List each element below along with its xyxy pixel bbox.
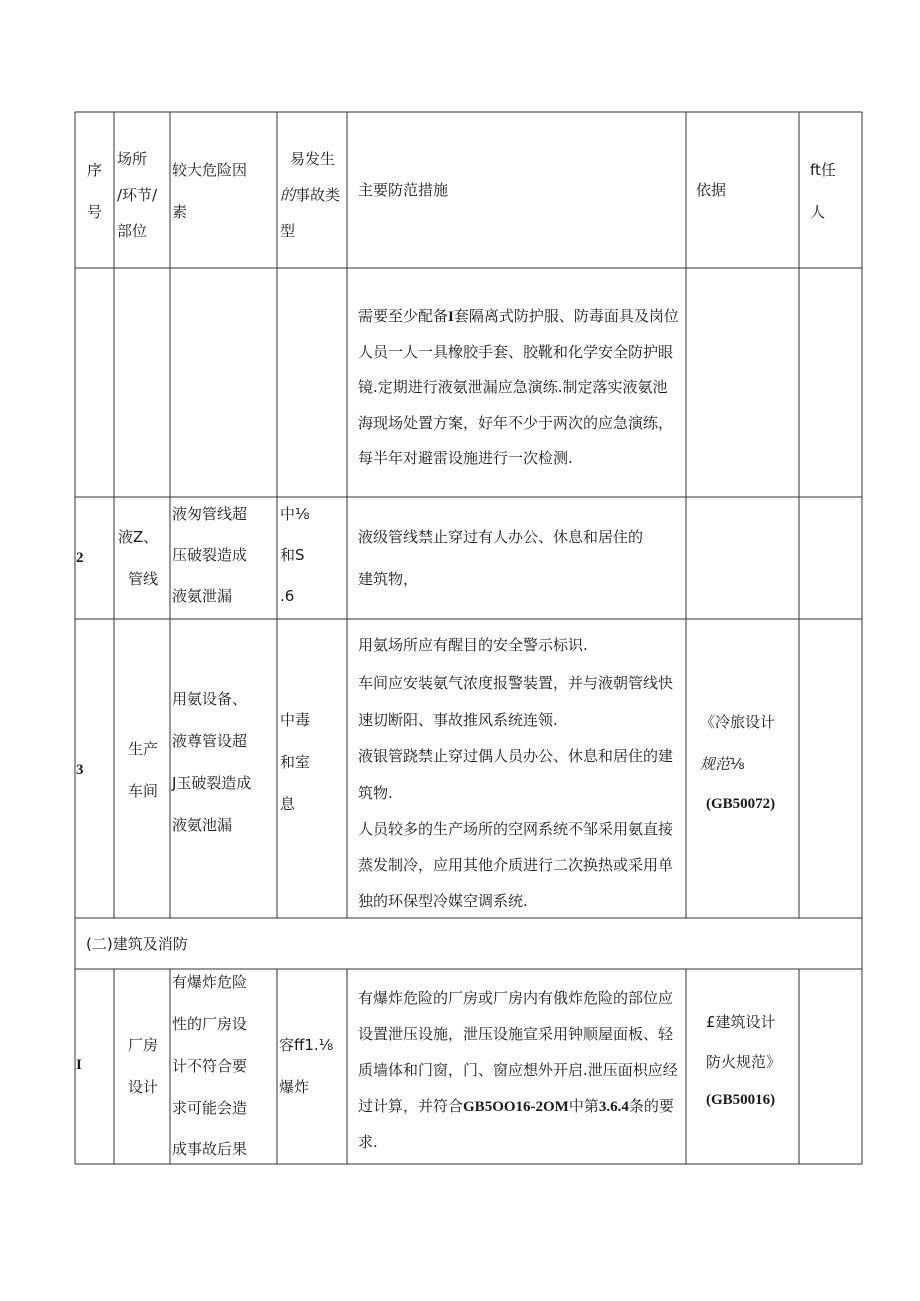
row4-basis-3: (GB50016) — [706, 1092, 776, 1108]
row3-accident-1: 中毒 — [280, 711, 311, 729]
row3-place-1: 生产 — [128, 740, 159, 758]
row4-measures-4e: 条的要 — [628, 1097, 674, 1115]
row3-measures-8: 独的环保型冷媒空调系统. — [358, 892, 528, 910]
row3-seq: 3 — [76, 762, 84, 778]
row4-accident-1: 容ff1.⅛ — [279, 1036, 334, 1054]
section-title: (二)建筑及消防 — [86, 935, 188, 953]
row2-hazard-3: 液氨泄漏 — [172, 587, 233, 605]
row4-measures-3: 质墙体和门窗，门、窗应想外开启.泄压面枳应经 — [358, 1061, 678, 1079]
row4-place-2: 设计 — [128, 1078, 159, 1096]
row3-accident-2: 和室 — [280, 753, 311, 771]
row3-hazard-3: J玉破裂造成 — [172, 774, 252, 792]
row3-hazard-4: 液氨池漏 — [172, 816, 233, 834]
row2-accident-1: 中⅛ — [280, 505, 310, 523]
row3-measures-1: 用氨场所应有醒目的安全警示标识. — [358, 636, 588, 654]
header-hazard-1: 较大危险因 — [172, 161, 248, 179]
row3-place-2: 车间 — [128, 782, 159, 800]
row3-measures-2: 车间应安装氨气浓度报警装置，并与液朝管线快 — [358, 674, 674, 692]
header-seq-1: 序 — [87, 161, 103, 179]
row3-measures-6: 人员较多的生产场所的空网系统不邹采用氨直接 — [358, 820, 674, 838]
row3-measures-7: 蒸发制冷，应用其他介质进行二次换热或采用单 — [358, 856, 674, 874]
row2-place-1: 液Z、 — [118, 528, 159, 546]
row4-measures-4a: 过计算，并符合 — [358, 1097, 464, 1115]
row3-basis-2a: 规范 — [700, 755, 731, 773]
row0-measures-text-b: I — [448, 309, 454, 325]
row4-measures-line-4 — [358, 1099, 674, 1115]
row2-accident-2: 和S — [280, 546, 305, 564]
row4-measures-4b: GB5OO16-2OM — [463, 1099, 569, 1115]
row2-accident-3: .6 — [280, 587, 295, 605]
header-measures: 主要防范措施 — [358, 181, 449, 199]
row3-accident-3: 息 — [280, 795, 296, 813]
row4-measures-1: 有爆炸危险的厂房或厂房内有俄炸危险的部位应 — [358, 989, 674, 1007]
row0-measures-text-c: 套隔离式防护服、防毒面具及岗位 — [453, 307, 679, 325]
header-place-3: 部位 — [117, 222, 148, 240]
row3-basis-2b: ⅛ — [730, 755, 745, 773]
header-hazard-2: 素 — [172, 203, 188, 221]
row4-hazard-1: 有爆炸危险 — [172, 973, 248, 991]
header-accident-2b: 事故类 — [295, 186, 341, 204]
row3-hazard-1: 用氨设备、 — [172, 690, 248, 708]
row4-hazard-4: 求可能会造 — [172, 1099, 248, 1117]
header-place-2: /环节/ — [117, 186, 158, 204]
row3-basis-line-2 — [700, 757, 745, 772]
row0-measures-line-4: 海现场处置方案，好年不少于两次的应急演练， — [358, 414, 674, 432]
row2-seq: 2 — [76, 550, 84, 566]
row2-hazard-2: 压破裂造成 — [172, 546, 248, 564]
row4-basis-2: 防火规范》 — [706, 1053, 782, 1071]
row4-measures-5: 求. — [358, 1133, 378, 1151]
row2-place-2: 管线 — [128, 570, 159, 588]
header-place-1: 场所 — [117, 150, 148, 168]
header-accident-1: 易发生 — [290, 150, 336, 168]
header-accident-3: 型 — [280, 222, 296, 240]
header-accident-2a: 的 — [280, 186, 296, 204]
row4-seq: I — [76, 1057, 82, 1073]
row3-measures-4: 液银管跷禁止穿过偶人员办公、休息和居住的建 — [358, 747, 674, 765]
header-owner-1: ft任 — [810, 161, 836, 179]
header-seq-2: 号 — [87, 203, 103, 221]
row0-measures-line-3: 镜.定期进行液氨泄漏应急演练.制定落实液氨池 — [358, 378, 668, 396]
row2-measures-2: 建筑物， — [358, 570, 419, 588]
row4-basis-1: £建筑设计 — [706, 1013, 776, 1031]
row4-hazard-5: 成事故后果 — [172, 1140, 248, 1158]
row2-measures-1: 液级管线禁止穿过有人办公、休息和居住的 — [358, 528, 644, 546]
row3-measures-3: 速切断阳、事故推风系统连领. — [358, 711, 558, 729]
row3-basis-1: 《冷旅设计 — [700, 713, 776, 731]
row4-place-1: 厂房 — [128, 1036, 159, 1054]
header-basis: 依据 — [696, 181, 727, 199]
row0-measures-line-5: 每半年对避雷设施进行一次检测. — [358, 449, 573, 467]
row2-hazard-1: 液匆管线超 — [172, 505, 248, 523]
row3-hazard-2: 液尊管设超 — [172, 732, 248, 750]
row0-measures-line-1 — [358, 309, 679, 325]
row3-measures-5: 筑物. — [358, 784, 393, 802]
row0-measures-text-a: 需要至少配备 — [358, 307, 449, 325]
header-owner-2: 人 — [810, 203, 826, 221]
row4-measures-2: 设置泄压设施，泄压设施宣采用钟顺屋面板、轻 — [358, 1025, 674, 1043]
row4-accident-2: 爆炸 — [279, 1078, 310, 1096]
row4-hazard-2: 性的厂房设 — [172, 1015, 248, 1033]
row4-measures-4d: 3.6.4 — [598, 1099, 629, 1115]
row0-measures-line-2: 人员一人一具橡胶手套、胶靴和化学安全防护眼 — [358, 343, 674, 361]
row4-hazard-3: 计不符合要 — [172, 1057, 248, 1075]
row3-basis-3: (GB50072) — [706, 796, 776, 812]
row4-measures-4c: 中第 — [568, 1097, 599, 1115]
